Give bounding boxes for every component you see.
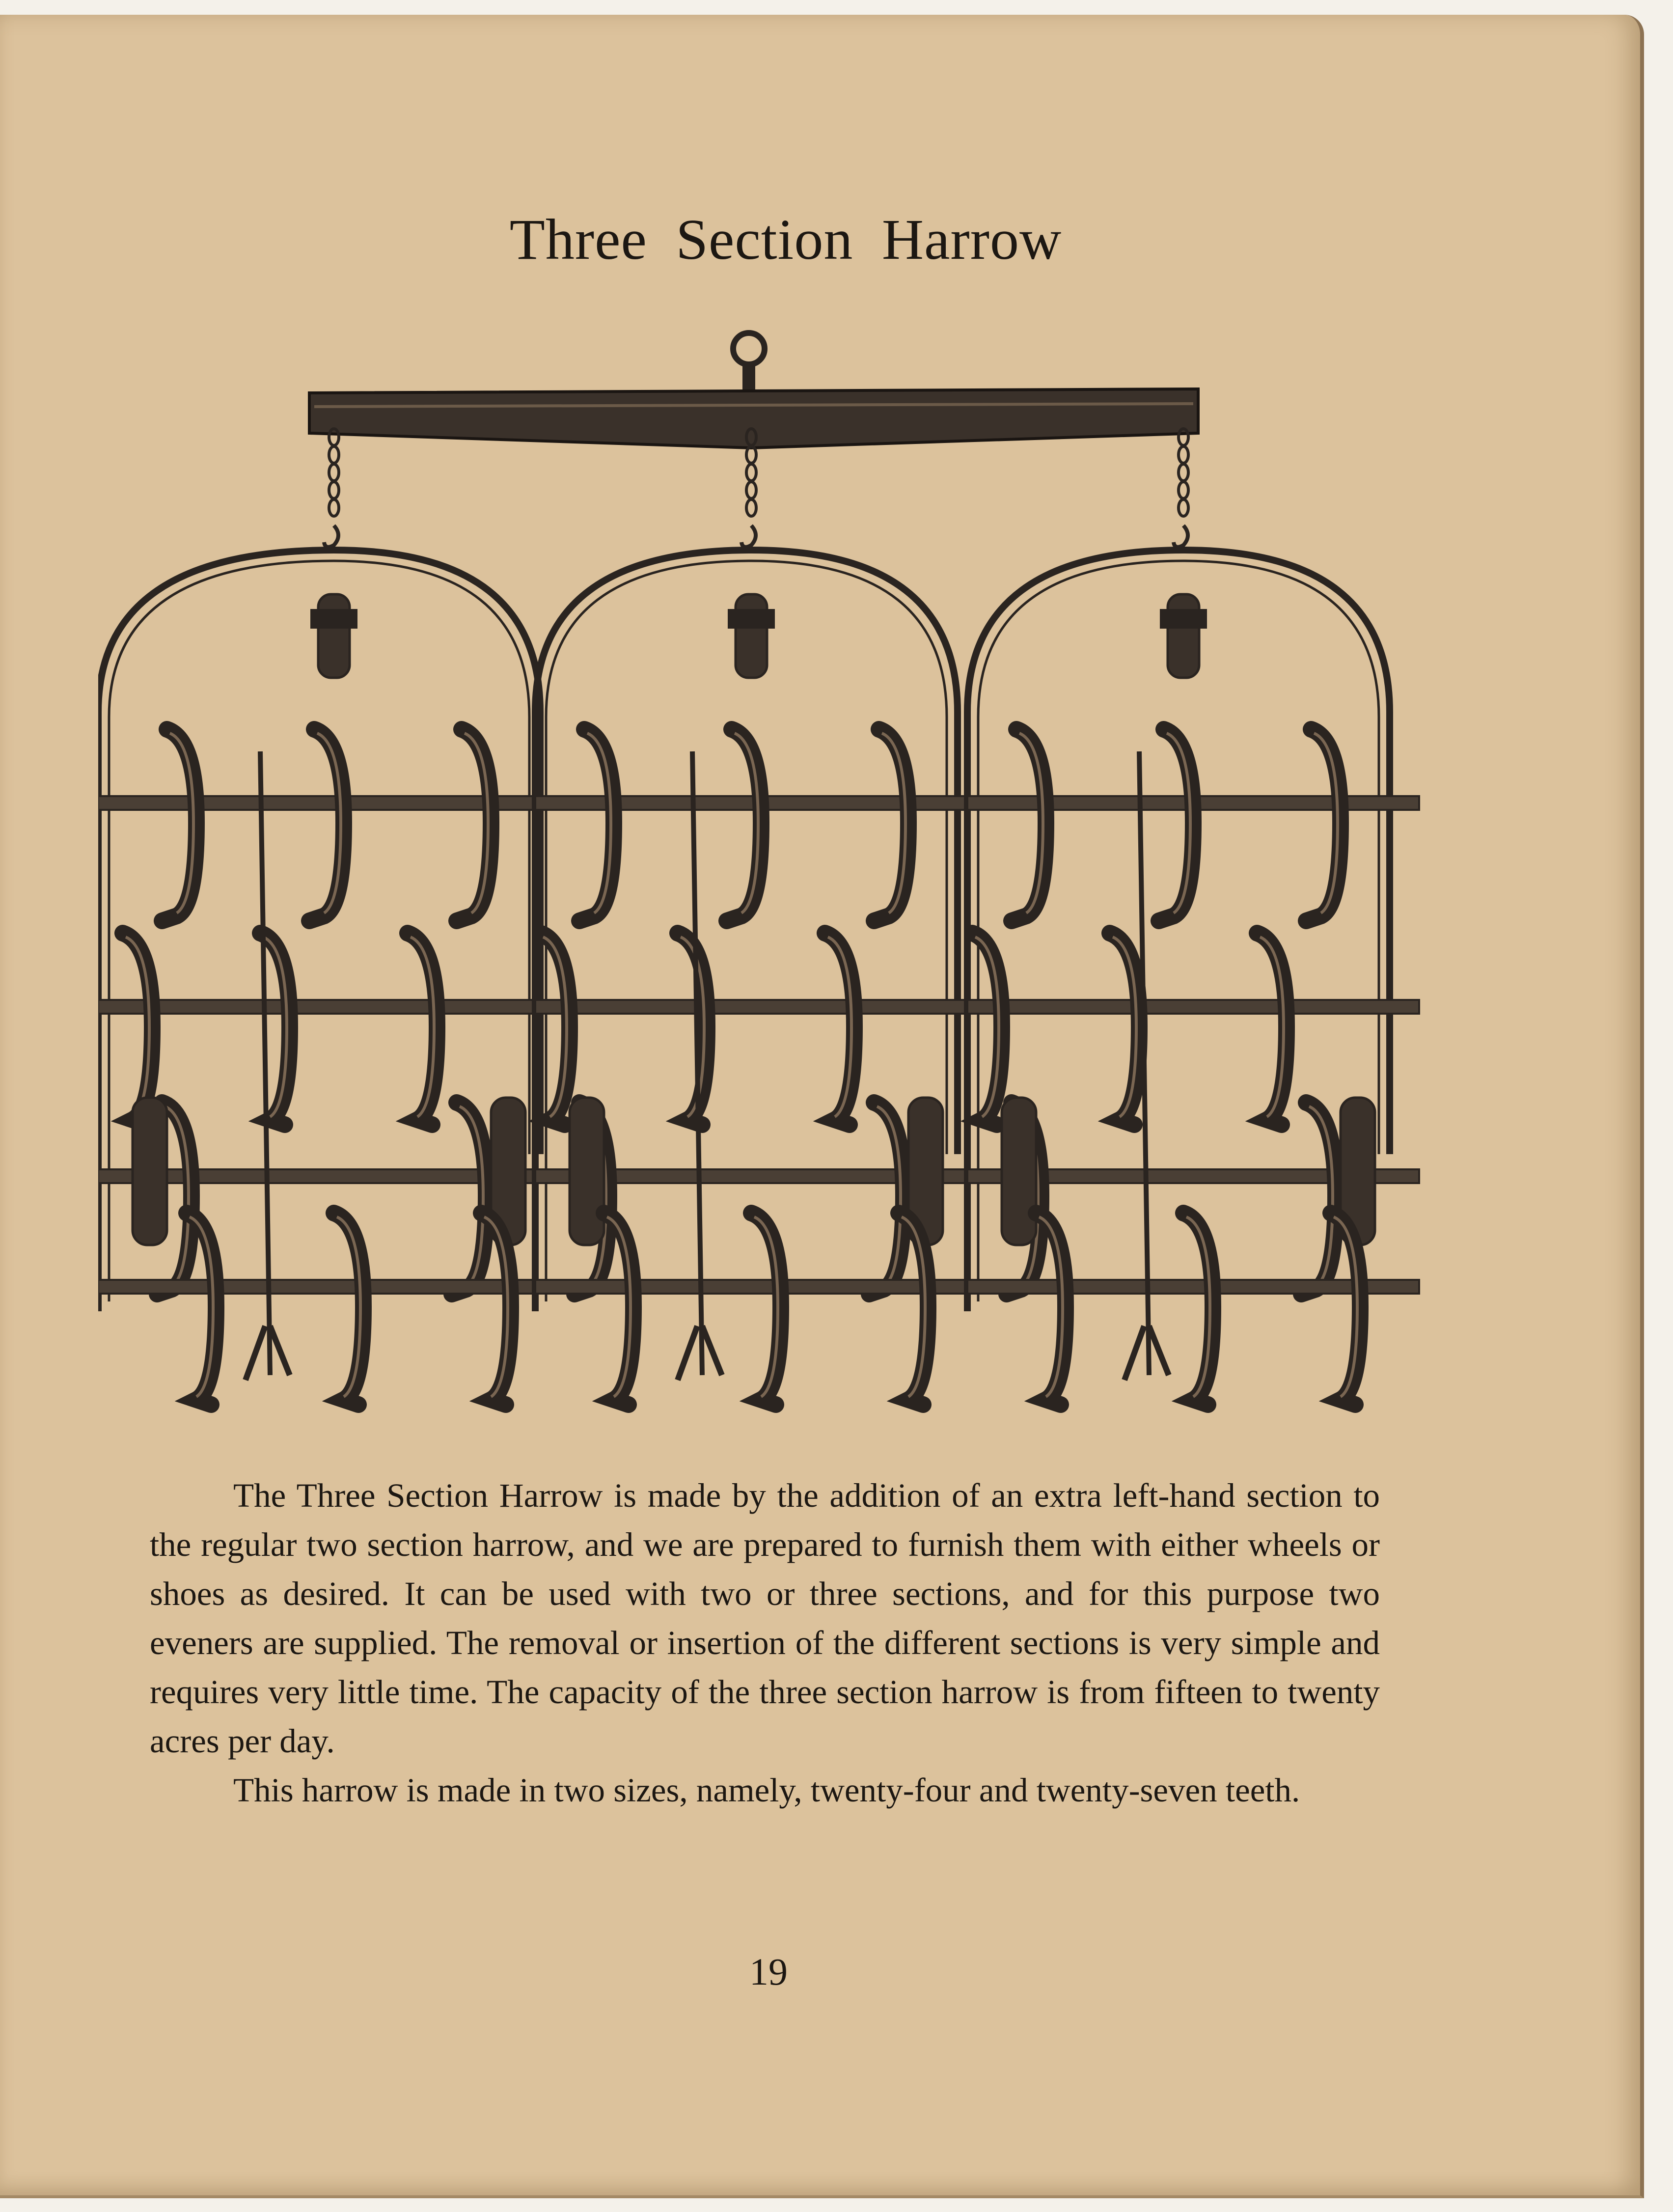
chain-link — [329, 499, 339, 516]
spring-tooth — [727, 729, 761, 921]
paragraph-1: The Three Section Harrow is made by the addition of an extra left-hand section to the regular two section harrow, and we are prepared to furnish them with either wheels or shoes as desired. It can be used with two or three sections, and for this purpose two eveners are supplied. The removal or insertion of the different sections is very simple and requires very little time. The capacity of the three section harrow is from fifteen to twenty acres per day. — [150, 1477, 1380, 1760]
spring-tooth — [162, 729, 196, 921]
spring-tooth — [579, 729, 614, 921]
chain-link — [746, 499, 756, 516]
top-wheel — [318, 594, 350, 678]
chain-link — [1179, 446, 1188, 463]
carrier-wheel — [570, 1098, 604, 1245]
spring-tooth — [309, 729, 344, 921]
spring-tooth — [874, 729, 908, 921]
axle — [98, 1000, 570, 1014]
chain-link — [746, 482, 756, 498]
carrier-wheel — [133, 1098, 167, 1245]
harrow-engraving — [98, 319, 1483, 1419]
chain-hook — [1174, 525, 1188, 547]
chain-link — [329, 446, 339, 463]
sections-group — [98, 550, 1419, 1405]
spring-tooth — [1012, 729, 1046, 921]
spring-tooth — [1159, 729, 1193, 921]
evener-bar — [309, 389, 1198, 448]
description-text — [150, 1471, 1380, 1815]
carrier-wheel — [1002, 1098, 1036, 1245]
chain-link — [1179, 464, 1188, 481]
page-title: Three Section Harrow — [509, 207, 1062, 272]
axle — [98, 1280, 570, 1294]
chain-link — [746, 464, 756, 481]
harrow-section — [98, 550, 570, 1405]
chain-hook — [741, 525, 756, 547]
top-wheel-bracket — [1160, 609, 1207, 629]
axle — [967, 1000, 1419, 1014]
spring-tooth — [457, 729, 491, 921]
axle — [535, 1000, 987, 1014]
spring-tooth — [452, 1103, 486, 1294]
chain-link — [329, 482, 339, 498]
harrow-illustration — [98, 319, 1483, 1419]
chain-link — [329, 464, 339, 481]
chain-hook — [324, 525, 338, 547]
spring-tooth — [1306, 729, 1341, 921]
harrow-section — [535, 550, 987, 1405]
spring-tooth — [1301, 1103, 1336, 1294]
chain-link — [1179, 499, 1188, 516]
top-wheel — [736, 594, 767, 678]
top-wheel-bracket — [728, 609, 775, 629]
top-wheel-bracket — [310, 609, 357, 629]
page-number: 19 — [749, 1950, 788, 1993]
book-page — [0, 15, 1644, 2198]
paragraph-2: This harrow is made in two sizes, namely, twenty-four and twenty-seven teeth. — [233, 1771, 1300, 1809]
top-wheel — [1168, 594, 1199, 678]
harrow-section — [967, 550, 1419, 1405]
chain-link — [1179, 482, 1188, 498]
spring-tooth — [869, 1103, 904, 1294]
pull-ring — [733, 333, 765, 364]
